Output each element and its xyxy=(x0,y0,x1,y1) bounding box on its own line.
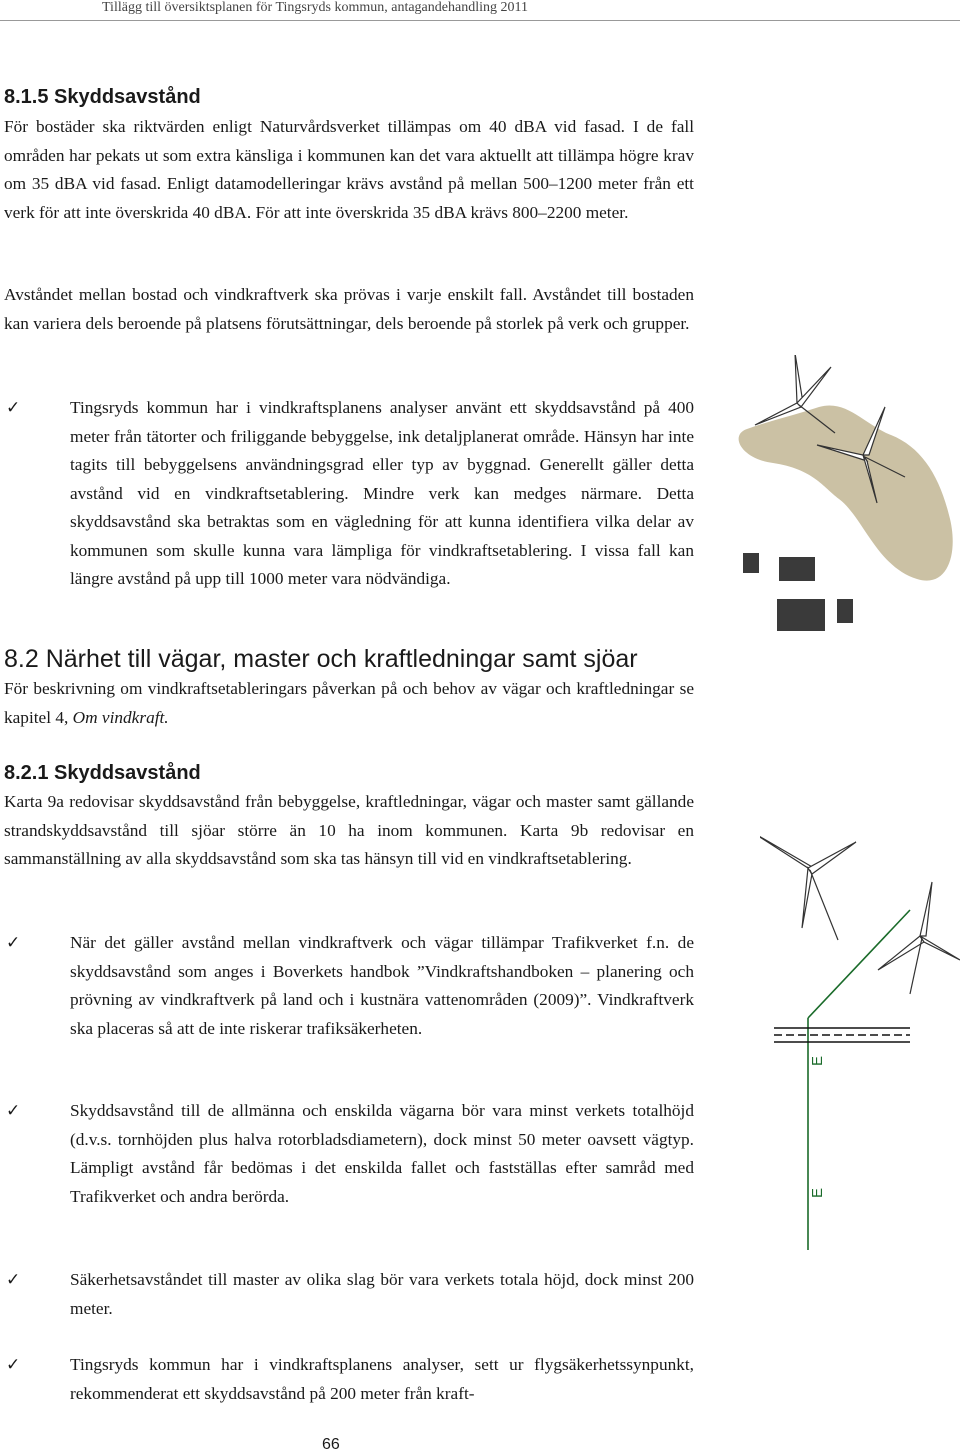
reference-text: För beskrivning om vindkraftsetableringars påverkan på och behov av vägar och kraftledningar se kapitel 4, xyxy=(4,679,694,727)
paragraph-distance-assessment: Avståndet mellan bostad och vindkraftverk ska prövas i varje enskilt fall. Avståndet till bostaden kan variera dels beroende på platsens förutsättningar, dels beroende på storlek på verk och grupper. xyxy=(4,285,694,333)
road-label: E xyxy=(809,1187,826,1198)
bullet-text-aviation: Tingsryds kommun har i vindkraftsplanens analyser, sett ur flygsäkerhetssynpunkt, rekommenderat ett skyddsavstånd på 200 meter från kraft- xyxy=(70,1355,694,1403)
checkmark-icon: ✓ xyxy=(6,1355,21,1375)
wind-turbine-buildings-illustration xyxy=(735,355,960,640)
paragraph-noise-levels: För bostäder ska riktvärden enligt Naturvårdsverket tillämpas om 40 dBA vid fasad. I de fall områden har pekats ut som extra känsliga i kommunen kan det vara aktuellt att tillämpa högre krav om 35 dBA vid fasad. Enligt datamodelleringar krävs avstånd på mellan 500–1200 meter från ett verk för att inte överskrida 40 dBA. För att inte överskrida 35 dBA krävs 800–2200 meter. xyxy=(4,117,694,222)
settlement-area-shape xyxy=(739,405,953,580)
checkmark-icon: ✓ xyxy=(6,1101,21,1121)
chapter-reference: Om vindkraft. xyxy=(72,707,169,727)
checkmark-icon: ✓ xyxy=(6,1270,21,1290)
wind-turbine-icon xyxy=(760,832,856,940)
wind-turbine-road-illustration xyxy=(760,810,960,1290)
building-shape xyxy=(777,599,825,631)
heading-8-1-5: 8.1.5 Skyddsavstånd xyxy=(4,86,201,108)
bullet-text-masts: Säkerhetsavståndet till master av olika slag bör vara verkets totala höjd, dock minst 200 meter. xyxy=(70,1270,694,1318)
road-label: E xyxy=(809,1055,826,1066)
power-line xyxy=(808,910,910,1018)
checkmark-icon: ✓ xyxy=(6,933,21,953)
bullet-text-road-distance: När det gäller avstånd mellan vindkraftverk och vägar tillämpar Trafikverket f.n. de skyddsavstånd som anges i Boverkets handbok ”Vindkraftshandboken – planering och prövning av vindkraftverk på land och i kustnära vattenområden (2009)”. Vindkraftverk ska placeras så att de inte riskerar trafiksäkerheten. xyxy=(70,933,694,1038)
heading-8-2-1: 8.2.1 Skyddsavstånd xyxy=(4,762,201,784)
paragraph-map-9: Karta 9a redovisar skyddsavstånd från bebyggelse, kraftledningar, vägar och master samt gällande strandskyddsavstånd till sjöar större än 10 ha inom kommunen. Karta 9b redovisar en sammanställning av alla skyddsavstånd som ska tas hänsyn till vid en vindkraftsetablering. xyxy=(4,792,694,868)
paragraph-roads-reference xyxy=(4,675,694,732)
wind-turbine-icon xyxy=(878,882,960,994)
bullet-text-400m: Tingsryds kommun har i vindkraftsplanens analyser använt ett skyddsavstånd på 400 meter från tätorter och friliggande bebyggelse, ink detaljplanerat område. Hänsyn har inte tagits till bebyggelsens användningsgrad eller typ av byggnad. Generellt gäller detta avstånd vid en vindkraftsetablering. Mindre verk kan medges närmare. Detta skyddsavstånd ska betraktas som en vägledning för att kunna identifiera vilka delar av kommunen som skulle kunna vara lämpliga för vindkraftsetablering. I vissa fall kan längre avstånd på upp till 1000 meter vara nödvändiga. xyxy=(70,398,694,588)
bullet-text-road-height: Skyddsavstånd till de allmänna och enskilda vägarna bör vara minst verkets totalhöjd (d.v.s. tornhöjden plus halva rotorbladsdiametern), dock minst 50 meter oavsett vägtyp. Lämpligt avstånd får bedömas i det enskilda fallet och fastställas efter samråd med Trafikverket och andra berörda. xyxy=(70,1101,694,1206)
running-header: Tillägg till översiktsplanen för Tingsryds kommun, antagandehandling 2011 xyxy=(102,0,528,15)
building-shape xyxy=(743,553,759,573)
building-shape xyxy=(837,599,853,623)
page-number: 66 xyxy=(322,1436,340,1453)
header-divider xyxy=(0,20,960,21)
heading-8-2: 8.2 Närhet till vägar, master och kraftledningar samt sjöar xyxy=(4,645,638,673)
checkmark-icon: ✓ xyxy=(6,398,21,418)
building-shape xyxy=(779,557,815,581)
